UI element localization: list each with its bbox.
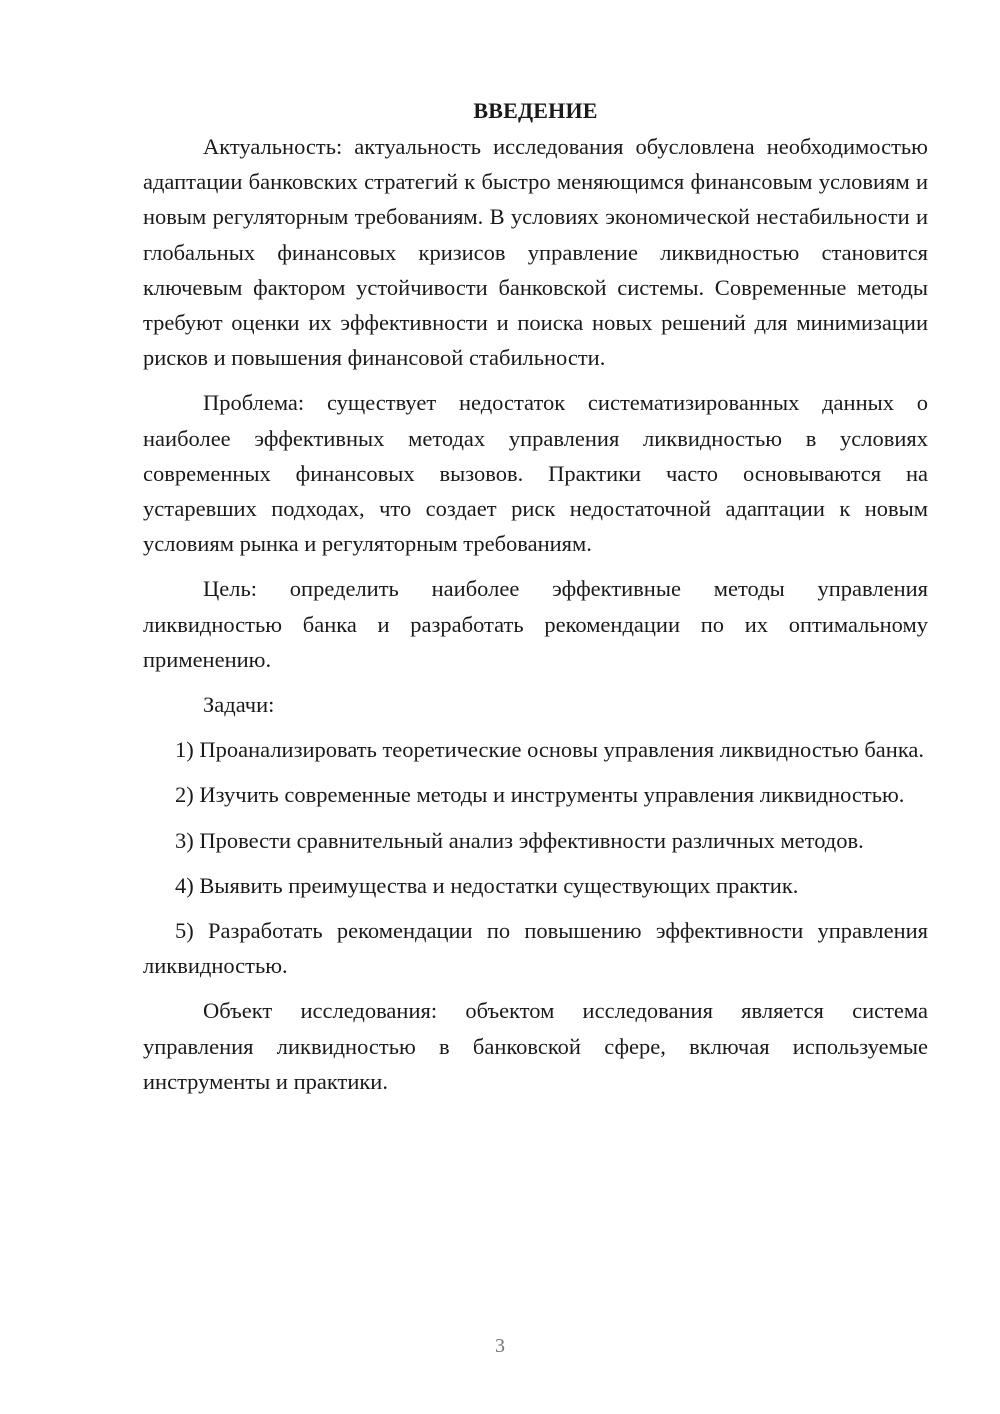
task-item-1: 1) Проанализировать теоретические основы управления ликвидностью банка.	[175, 737, 925, 763]
task-item-5: 5) Разработать рекомендации по повышению эффективности управления ликвидностью.	[143, 918, 928, 979]
page-number: 3	[495, 1335, 505, 1357]
task-item-2: 2) Изучить современные методы и инструменты управления ликвидностью.	[175, 782, 905, 808]
task-item-3: 3) Провести сравнительный анализ эффективности различных методов.	[175, 827, 864, 853]
page-content	[143, 93, 928, 1109]
page-heading: ВВЕДЕНИЕ	[473, 98, 598, 123]
task-item-4: 4) Выявить преимущества и недостатки существующих практик.	[175, 872, 799, 898]
paragraph-tasks-label: Задачи:	[203, 692, 275, 718]
paragraph-relevance: Актуальность: актуальность исследования обусловлена необходимостью адаптации банковских стратегий к быстро меняющимся финансовым условиям и новым регуляторным требованиям. В условиях экономической нестабильности и глобальных финансовых кризисов управление ликвидностью становится ключевым фактором устойчивости банковской системы. Современные методы требуют оценки их эффективности и поиска новых решений для минимизации рисков и повышения финансовой стабильности.	[143, 134, 928, 371]
paragraph-goal: Цель: определить наиболее эффективные методы управления ликвидностью банка и разработать рекомендации по их оптимальному применению.	[143, 576, 928, 672]
paragraph-object: Объект исследования: объектом исследования является система управления ликвидностью в банковской сфере, включая используемые инструменты и практики.	[143, 998, 928, 1094]
paragraph-problem: Проблема: существует недостаток систематизированных данных о наиболее эффективных методах управления ликвидностью в условиях современных финансовых вызовов. Практики часто основываются на устаревших подходах, что создает риск недостаточной адаптации к новым условиям рынка и регуляторным требованиям.	[143, 390, 928, 557]
